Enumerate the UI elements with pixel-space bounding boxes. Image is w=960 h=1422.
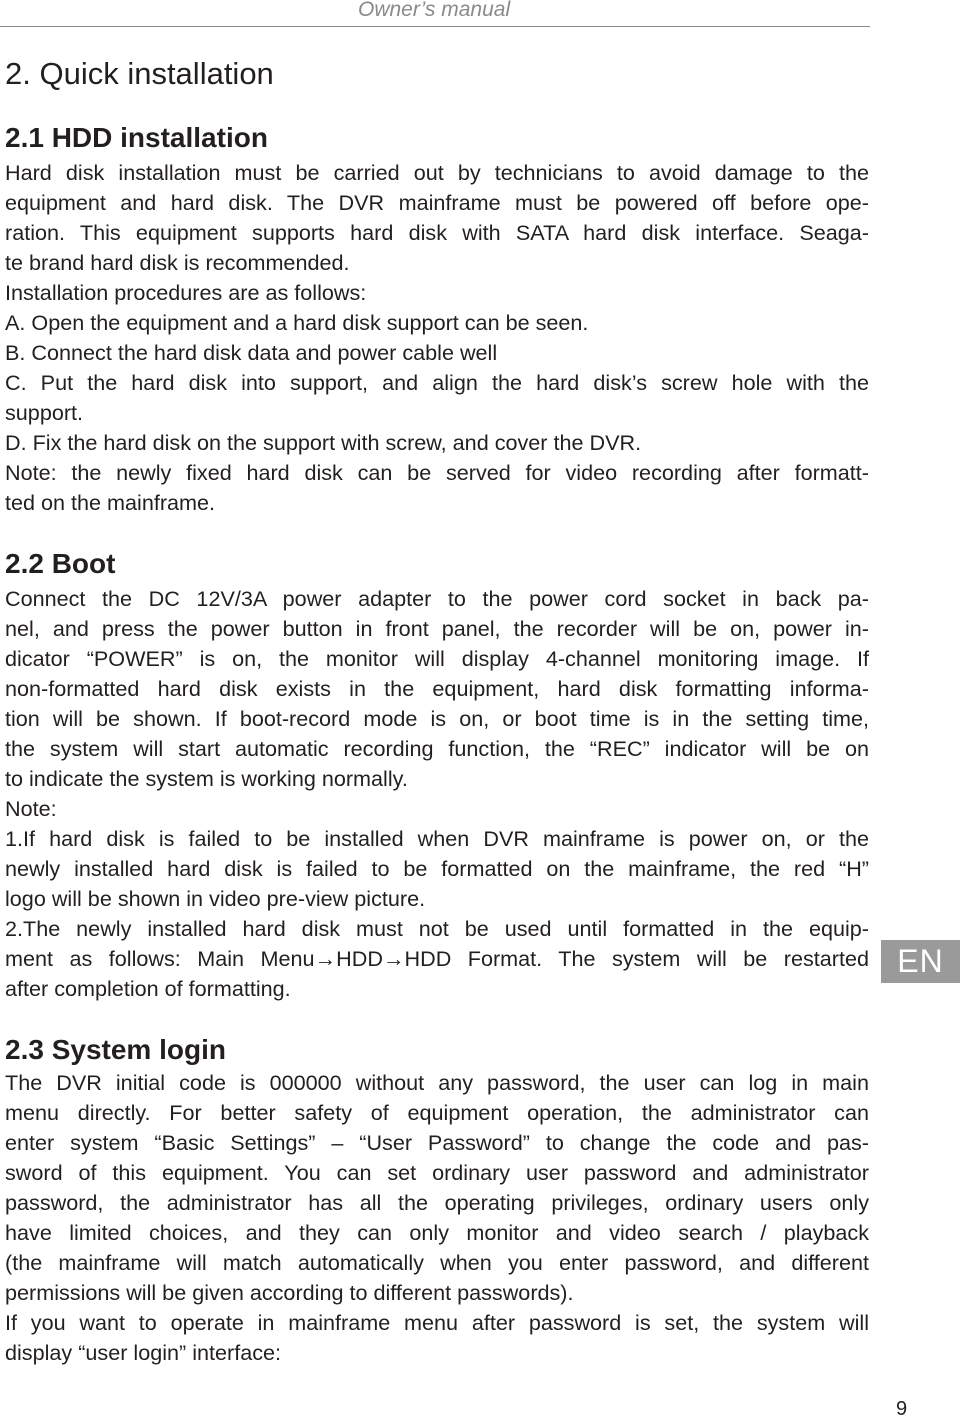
text-line: The DVR initial code is 000000 without any password, the user can log in main	[5, 1070, 869, 1095]
text-line: te brand hard disk is recommended.	[5, 250, 350, 275]
section-title-boot: 2.2 Boot	[5, 548, 116, 579]
list-item-step-c: C. Put the hard disk into support, and align the hard disk’s screw hole with the	[5, 370, 869, 395]
list-item-step-a: A. Open the equipment and a hard disk support can be seen.	[5, 310, 589, 335]
list-item-step-d: D. Fix the hard disk on the support with screw, and cover the DVR.	[5, 430, 642, 455]
text-line: password, the administrator has all the operating privileges, ordinary users only	[5, 1190, 869, 1215]
text-line: sword of this equipment. You can set ordinary user password and administrator	[5, 1160, 869, 1185]
section-title-system-login: 2.3 System login	[5, 1034, 226, 1065]
text-line: menu directly. For better safety of equipment operation, the administrator can	[5, 1100, 869, 1125]
text-line: to indicate the system is working normally.	[5, 766, 408, 791]
text-line: non-formatted hard disk exists in the equipment, hard disk formatting informa-	[5, 676, 869, 701]
note-line: newly installed hard disk is failed to be formatted on the mainframe, the red “H”	[5, 856, 869, 881]
text-line: (the mainframe will match automatically when you enter password, and different	[5, 1250, 869, 1275]
note-line: ted on the mainframe.	[5, 490, 216, 515]
text-line: nel, and press the power button in front panel, the recorder will be on, power in-	[5, 616, 869, 641]
text-line: Connect the DC 12V/3A power adapter to the power cord socket in back pa-	[5, 586, 869, 611]
text-line: equipment and hard disk. The DVR mainframe must be powered off before ope-	[5, 190, 869, 215]
text-line: ration. This equipment supports hard disk with SATA hard disk interface. Seaga-	[5, 220, 869, 245]
list-item-step-b: B. Connect the hard disk data and power cable well	[5, 340, 498, 365]
running-title: Owner’s manual	[358, 0, 511, 21]
note-line: after completion of formatting.	[5, 976, 291, 1001]
text-line: the system will start automatic recording function, the “REC” indicator will be on	[5, 736, 869, 761]
note-line: logo will be shown in video pre-view picture.	[5, 886, 426, 911]
text-line: support.	[5, 400, 84, 425]
text-line: display “user login” interface:	[5, 1340, 282, 1365]
page-number: 9	[896, 1398, 908, 1420]
text-line: permissions will be given according to different passwords).	[5, 1280, 574, 1305]
text-line: dicator “POWER” is on, the monitor will display 4-channel monitoring image. If	[5, 646, 869, 671]
note-line: Note: the newly fixed hard disk can be served for video recording after formatt-	[5, 460, 869, 485]
note-label: Note:	[5, 796, 57, 821]
text-line: enter system “Basic Settings” – “User Password” to change the code and pas-	[5, 1130, 869, 1155]
text-line: If you want to operate in mainframe menu after password is set, the system will	[5, 1310, 869, 1335]
text-line: Installation procedures are as follows:	[5, 280, 367, 305]
chapter-title: 2. Quick installation	[5, 56, 274, 91]
text-line: tion will be shown. If boot-record mode is on, or boot time is in the setting time,	[5, 706, 869, 731]
text-line: have limited choices, and they can only monitor and video search / playback	[5, 1220, 869, 1245]
running-header	[0, 0, 870, 27]
note-line: ment as follows: Main Menu→HDD→HDD Format. The system will be restarted	[5, 946, 869, 971]
language-tab: EN	[881, 940, 960, 983]
section-title-hdd-installation: 2.1 HDD installation	[5, 122, 268, 153]
text-line: Hard disk installation must be carried out by technicians to avoid damage to the	[5, 160, 869, 185]
note-line: 1.If hard disk is failed to be installed when DVR mainframe is power on, or the	[5, 826, 869, 851]
note-line: 2.The newly installed hard disk must not be used until formatted in the equip-	[5, 916, 869, 941]
